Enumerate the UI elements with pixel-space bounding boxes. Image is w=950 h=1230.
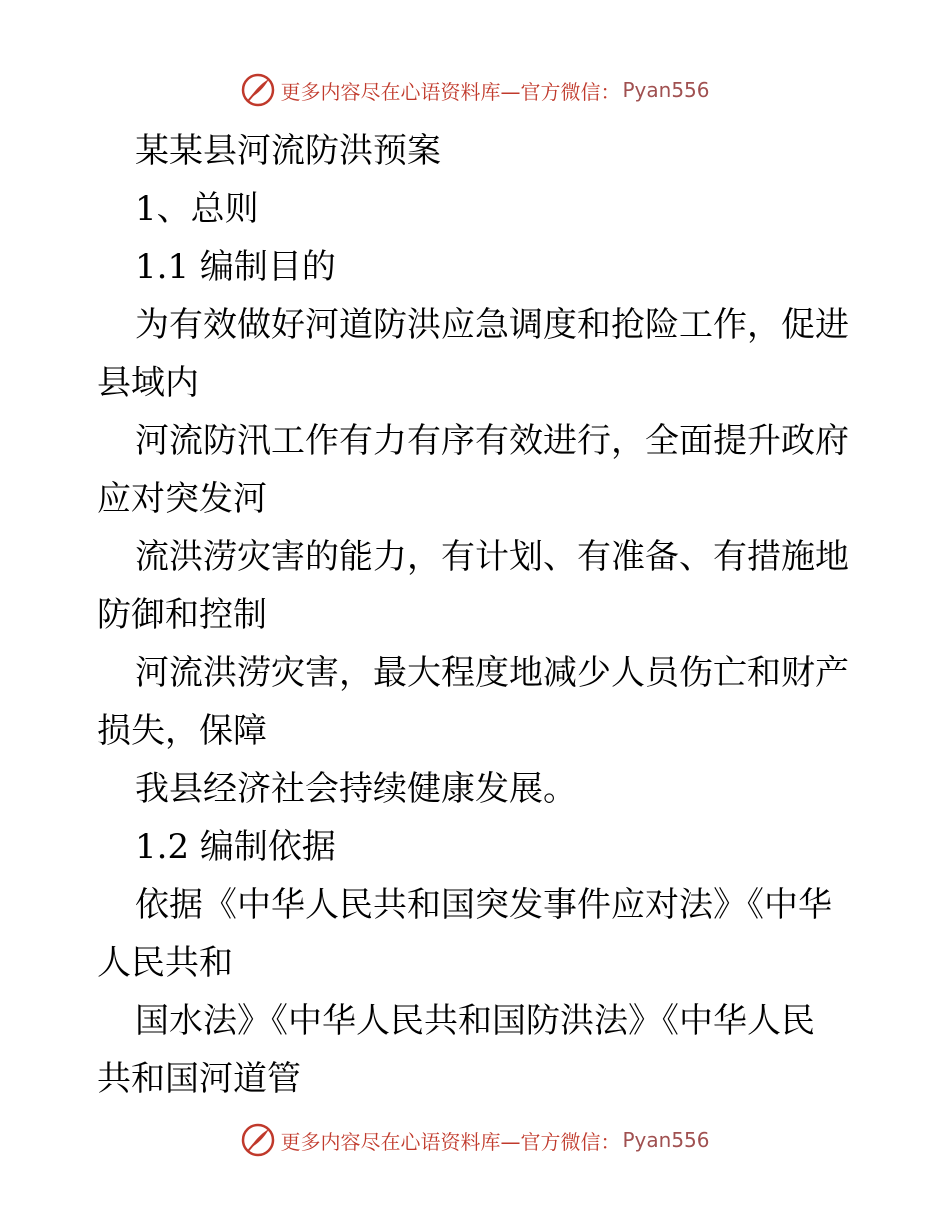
text-line: 河流洪涝灾害，最大程度地减少人员伤亡和财产 xyxy=(135,653,849,693)
text-line: 1.1 编制目的 xyxy=(135,247,336,287)
document-body xyxy=(97,122,857,1108)
text-line: 为有效做好河道防洪应急调度和抢险工作，促进 xyxy=(135,305,849,345)
text-line: 应对突发河 xyxy=(97,479,267,519)
text-line: 河流防汛工作有力有序有效进行，全面提升政府 xyxy=(135,421,849,461)
text-line: 损失，保障 xyxy=(97,711,267,751)
watermark-text: 更多内容尽在心语资料库—官方微信： xyxy=(280,1129,621,1154)
header-watermark xyxy=(0,70,950,110)
text-line: 依据《中华人民共和国突发事件应对法》《中华 xyxy=(135,885,832,925)
wechat-id: Pyan556 xyxy=(622,1128,710,1152)
text-line: 共和国河道管 xyxy=(97,1059,301,1099)
watermark-text: 更多内容尽在心语资料库—官方微信： xyxy=(280,79,621,104)
text-line: 1、总则 xyxy=(135,189,259,229)
feather-pen-logo-icon xyxy=(240,72,276,108)
text-line: 1.2 编制依据 xyxy=(135,827,336,867)
text-line: 防御和控制 xyxy=(97,595,267,635)
text-line: 某某县河流防洪预案 xyxy=(135,131,441,171)
text-line: 国水法》《中华人民共和国防洪法》《中华人民 xyxy=(135,1001,815,1041)
text-line: 流洪涝灾害的能力，有计划、有准备、有措施地 xyxy=(135,537,849,577)
footer-watermark xyxy=(0,1120,950,1160)
wechat-id: Pyan556 xyxy=(622,78,710,102)
feather-pen-logo-icon xyxy=(240,1122,276,1158)
text-line: 人民共和 xyxy=(97,943,233,983)
text-line: 我县经济社会持续健康发展。 xyxy=(135,769,577,809)
text-line: 县域内 xyxy=(97,363,199,403)
